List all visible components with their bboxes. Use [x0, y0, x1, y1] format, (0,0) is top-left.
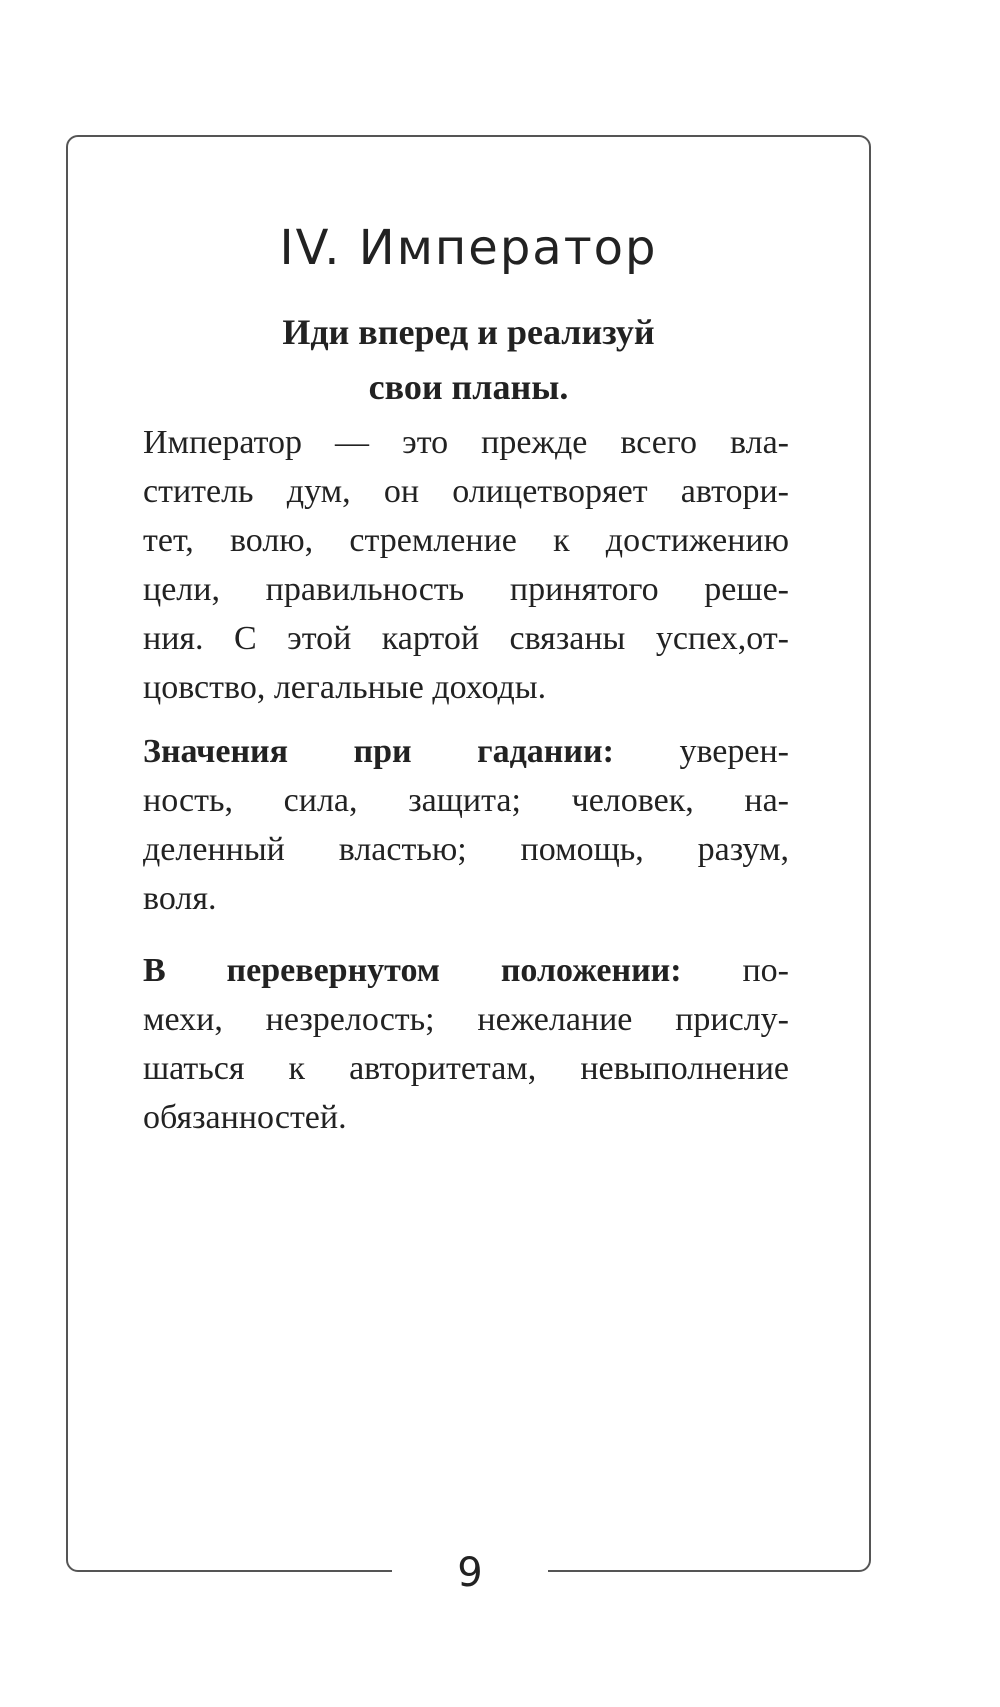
text-line [143, 727, 789, 776]
description-paragraph [143, 418, 789, 712]
reversed-paragraph [143, 946, 789, 1142]
text-line: ститель дум, он олицетворяет автори- [143, 473, 789, 510]
text-line: воля. [143, 880, 217, 917]
meaning-paragraph [143, 727, 789, 923]
subtitle-line: Иди вперед и реализуй [282, 312, 655, 352]
text-line: деленный властью; помощь, разум, [143, 831, 789, 868]
reversed-text: по- [681, 952, 789, 989]
card-subtitle [66, 305, 871, 415]
card-title: IV. Император [279, 220, 658, 276]
reversed-label: В перевернутом положении: [143, 952, 682, 989]
text-line: обязанностей. [143, 1099, 347, 1136]
text-line [143, 946, 789, 995]
text-line: цовство, легальные доходы. [143, 669, 547, 706]
subtitle-line: свои планы. [368, 367, 569, 407]
page-number: 9 [457, 1550, 483, 1596]
text-line: шаться к авторитетам, невыполнение [143, 1050, 789, 1087]
text-line: мехи, незрелость; нежелание прислу- [143, 1001, 789, 1038]
text-line: ния. С этой картой связаны успех,от- [143, 620, 789, 657]
meaning-text: уверен- [613, 733, 789, 770]
meaning-label: Значения при гадании: [143, 733, 614, 770]
text-line: Император — это прежде всего вла- [143, 424, 789, 461]
text-line: цели, правильность принятого реше- [143, 571, 789, 608]
text-line: тет, волю, стремление к достижению [143, 522, 789, 559]
text-line: ность, сила, защита; человек, на- [143, 782, 789, 819]
